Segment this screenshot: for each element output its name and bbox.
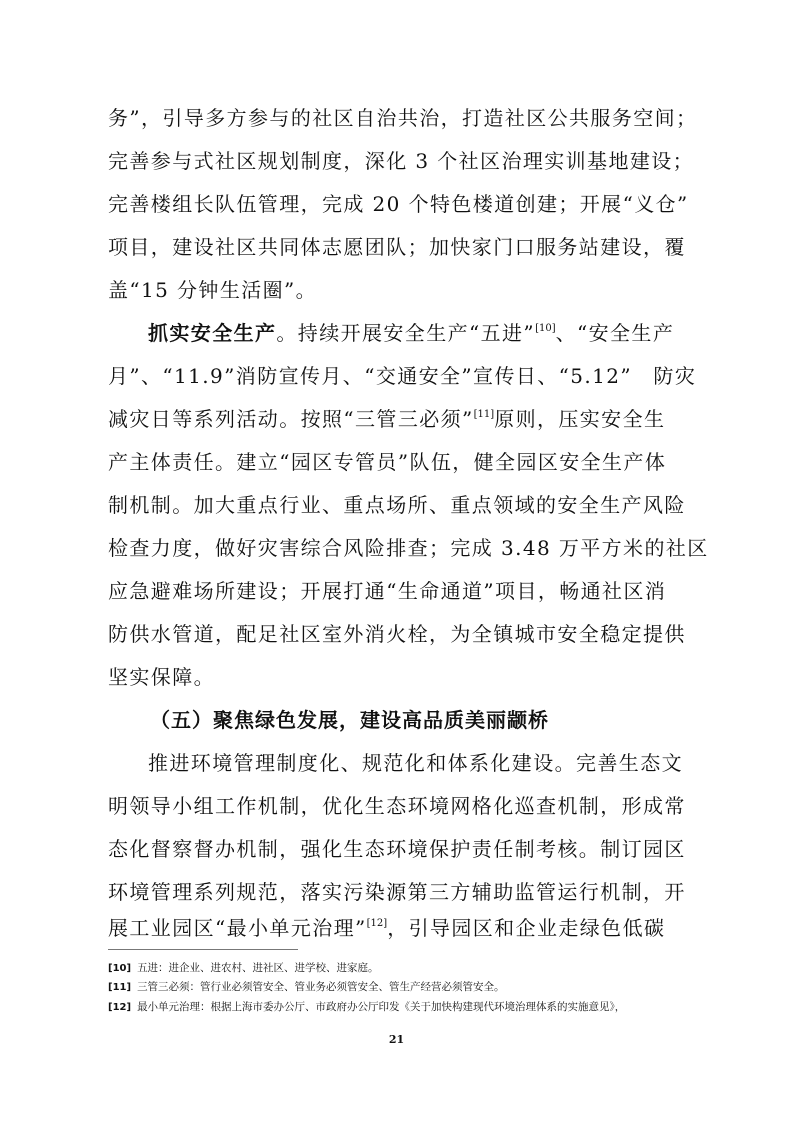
paragraph-lead: 抓实安全生产 [148,321,277,345]
page-number: 21 [388,1033,405,1046]
body-line: 坚实保障。 [108,665,215,689]
footnote-text: 最小单元治理：根据上海市委办公厅、市政府办公厅印发《关于加快构建现代环境治理体系的实施意见》， [137,1001,626,1013]
body-line [108,405,693,433]
body-line: 完善参与式社区规划制度，深化 3 个社区治理实训基地建设； [108,149,695,173]
body-line: 月”、“11.9”消防宣传月、“交通安全”宣传日、“5.12” 防灾 [108,364,697,388]
body-text: 减灾日等系列活动。按照“三管三必须” [108,407,474,431]
body-line: 明领导小组工作机制，优化生态环境网格化巡查机制，形成常 [108,794,686,818]
footnote-number: [12] [108,1002,132,1013]
footnote-ref[interactable]: [12] [366,918,388,929]
body-line: 制机制。加大重点行业、重点场所、重点领域的安全生产风险 [108,493,686,517]
body-line: 完善楼组长队伍管理，完成 20 个特色楼道创建；开展“义仓” [108,192,689,216]
body-text: 原则，压实安全生 [494,407,666,431]
body-text: 。持续开展安全生产“五进” [276,321,536,345]
body-line: 产主体责任。建立“园区专管员”队伍，健全园区安全生产体 [108,450,667,474]
body-line: 检查力度，做好灾害综合风险排查；完成 3.48 万平方米的社区 [108,536,709,560]
footnote-text: 五进：进企业、进农村、进社区、进学校、进家庭。 [137,962,379,974]
footnote-number: [11] [108,982,132,993]
body-line: 盖“15 分钟生活圈”。 [108,278,318,302]
footnote-text: 三管三必须：管行业必须管安全、管业务必须管安全、管生产经营必须管安全。 [137,981,505,993]
footnote-ref[interactable]: [10] [535,323,556,334]
footnote-separator [108,949,298,950]
body-line: 应急避难场所建设；开展打通“生命通道”项目，畅通社区消 [108,579,667,603]
footnote-number: [10] [108,963,132,974]
body-line: 环境管理系列规范，落实污染源第三方辅助监管运行机制，开 [108,880,686,904]
body-line [148,319,693,347]
footnote [108,980,505,995]
body-text: ，引导园区和企业走绿色低碳 [387,916,666,940]
footnote [108,1000,625,1015]
body-line: 项目，建设社区共同体志愿团队；加快家门口服务站建设，覆 [108,235,686,259]
section-heading: （五）聚焦绿色发展，建设高品质美丽颛桥 [150,708,549,732]
footnote [108,961,379,976]
body-line [108,914,693,942]
body-text: 展工业园区“最小单元治理” [108,916,367,940]
body-line: 态化督察督办机制，强化生态环境保护责任制考核。制订园区 [108,837,686,861]
body-text: 、“安全生产 [555,321,675,345]
body-line: 推进环境管理制度化、规范化和体系化建设。完善生态文 [148,751,683,775]
body-line: 务”，引导多方参与的社区自治共治，打造社区公共服务空间； [108,106,698,130]
body-line: 防供水管道，配足社区室外消火栓，为全镇城市安全稳定提供 [108,622,686,646]
footnote-ref[interactable]: [11] [473,409,495,420]
